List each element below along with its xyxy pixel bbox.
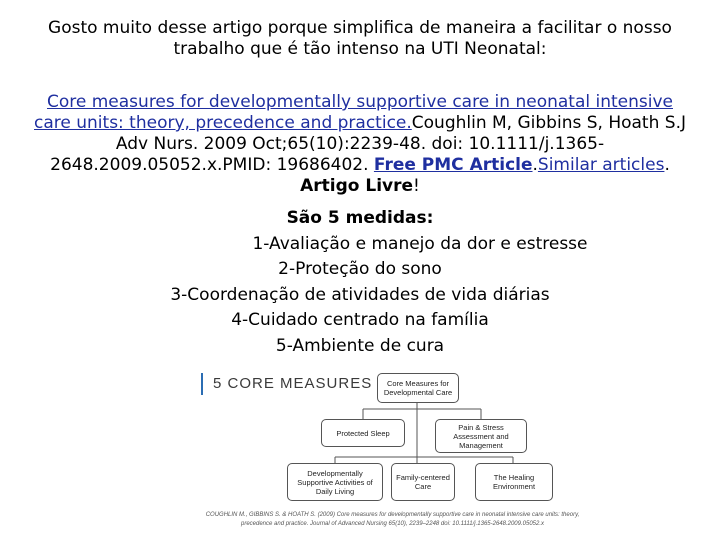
citation-text: Coughlin M, Gibbins S, Hoath S.J Adv Nurs. 2009 Oct;65(10):2239-48. doi: 10.1111/j.1365-2648.2009.05052.x.PMID: 19686402.: [50, 113, 686, 175]
diagram-node-box: Pain & Stress Assessment and Management: [435, 419, 527, 453]
diagram-root-box: Core Measures for Developmental Care: [377, 373, 459, 403]
separator: .: [532, 155, 538, 175]
measure-item: 5-Ambiente de cura: [275, 335, 445, 356]
diagram-node-box: Developmentally Supportive Activities of Daily Living: [287, 463, 383, 501]
article-title-link[interactable]: Core measures for developmentally supportive care in neonatal intensive care units: theory, precedence and practice.: [34, 92, 673, 133]
reference-paragraph: [30, 92, 690, 197]
diagram-citation: COUGHLIN M., GIBBINS S. & HOATH S. (2009) Core measures for developmentally supportive care in neonatal intensive care units: theory, precedence and practice. Journal of Advanced Nursing 65(10), 2239–2248 doi: 10.1111/j.1365-2648.2009.05052.x: [205, 512, 580, 527]
diagram-node-box: The Healing Environment: [475, 463, 553, 501]
similar-articles-link[interactable]: Similar articles: [537, 155, 665, 175]
separator: !: [413, 176, 420, 196]
core-measures-diagram: [195, 365, 590, 540]
diagram-node-box: Family-centered Care: [391, 463, 455, 501]
diagram-title: 5 CORE MEASURES: [213, 375, 373, 392]
measure-item: 2-Proteção do sono: [278, 259, 442, 279]
measures-list: [100, 206, 620, 359]
measures-heading: São 5 medidas:: [286, 208, 434, 228]
diagram-node-box: Protected Sleep: [321, 419, 405, 447]
accent-bar: [201, 373, 203, 395]
measure-item: 3-Coordenação de atividades de vida diárias: [170, 284, 550, 305]
intro-text: Gosto muito desse artigo porque simplifica de maneira a facilitar o nosso trabalho que é tão intenso na UTI Neonatal:: [48, 18, 672, 59]
separator: .: [664, 155, 670, 175]
measure-item: 1-Avaliação e manejo da dor e estresse: [252, 233, 588, 254]
measure-item: 4-Cuidado centrado na família: [231, 310, 489, 330]
artigo-livre-text: Artigo Livre: [300, 176, 414, 196]
free-pmc-article-link[interactable]: Free PMC Article: [373, 155, 533, 175]
